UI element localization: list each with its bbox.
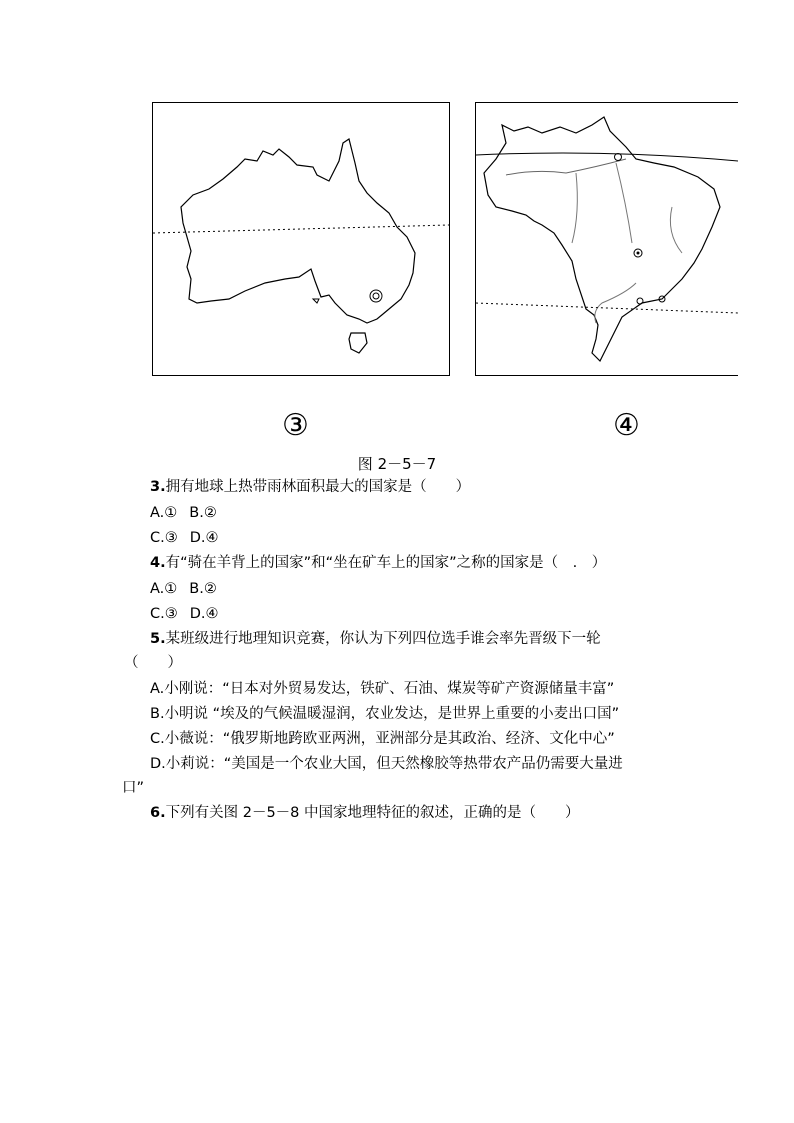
option-d: D.小莉说：“美国是一个农业大国，但天然橡胶等热带农产品仍需要大量进 xyxy=(150,756,623,772)
question-number: 5. xyxy=(150,631,166,647)
question-5-answer-blank: （ ） xyxy=(124,655,182,671)
question-text: 有“骑在羊背上的国家”和“坐在矿车上的国家”之称的国家是（ . ） xyxy=(165,555,607,571)
tropic-capricorn-line xyxy=(153,225,449,233)
equator-line xyxy=(476,153,738,161)
tropic-capricorn-line xyxy=(476,303,738,313)
kangaroo-island xyxy=(313,299,319,303)
question-number: 6. xyxy=(150,805,166,821)
question-text: 下列有关图 2－5－8 中国家地理特征的叙述，正确的是（ ） xyxy=(165,805,580,821)
map-brazil xyxy=(475,102,738,376)
option-a: A.小刚说：“日本对外贸易发达，铁矿、石油、煤炭等矿产资源储量丰富” xyxy=(150,681,615,697)
option-c: C.小薇说：“俄罗斯地跨欧亚两洲，亚洲部分是其政治、经济、文化中心” xyxy=(150,731,615,747)
tasmania-outline xyxy=(349,333,367,353)
option-d: D.④ xyxy=(189,606,219,622)
question-text: 拥有地球上热带雨林面积最大的国家是（ ） xyxy=(165,479,471,495)
question-number: 4. xyxy=(150,555,166,571)
question-5 xyxy=(150,629,601,649)
tributary-1 xyxy=(572,173,577,243)
city-marker xyxy=(615,154,622,161)
australia-map-svg xyxy=(153,103,449,375)
sao-francisco-river xyxy=(670,207,682,253)
question-4-options-ab xyxy=(150,579,217,599)
city-marker xyxy=(637,298,643,304)
brazil-map-svg xyxy=(476,103,738,375)
question-4-options-cd xyxy=(150,604,219,624)
capital-marker-outer xyxy=(370,290,382,302)
question-number: 3. xyxy=(150,479,166,495)
option-b: B.小明说 “埃及的气候温暖湿润，农业发达，是世界上重要的小麦出口国” xyxy=(150,706,620,722)
question-text: 某班级进行地理知识竞赛，你认为下列四位选手谁会率先晋级下一轮 xyxy=(165,631,601,647)
option-b: B.② xyxy=(189,505,217,521)
map-label-4: ④ xyxy=(613,408,640,443)
question-3-options-ab xyxy=(150,503,217,523)
option-b: B.② xyxy=(189,581,217,597)
tributary-2 xyxy=(616,163,632,243)
amazon-river xyxy=(506,159,626,175)
figure-caption: 图 2－5－7 xyxy=(357,455,437,473)
australia-outline xyxy=(181,139,415,323)
option-d-continued: 口” xyxy=(122,780,145,796)
question-4 xyxy=(150,553,606,573)
question-3 xyxy=(150,477,470,497)
capital-marker-inner xyxy=(637,252,640,255)
question-3-options-cd xyxy=(150,528,219,548)
capital-marker-inner xyxy=(373,293,379,299)
map-label-3: ③ xyxy=(282,408,309,443)
option-c: C.③ xyxy=(150,606,178,622)
map-australia xyxy=(152,102,450,376)
parana-river xyxy=(595,283,636,323)
question-6 xyxy=(150,803,580,823)
option-a: A.① xyxy=(150,505,178,521)
option-c: C.③ xyxy=(150,530,178,546)
option-d: D.④ xyxy=(189,530,219,546)
option-a: A.① xyxy=(150,581,178,597)
